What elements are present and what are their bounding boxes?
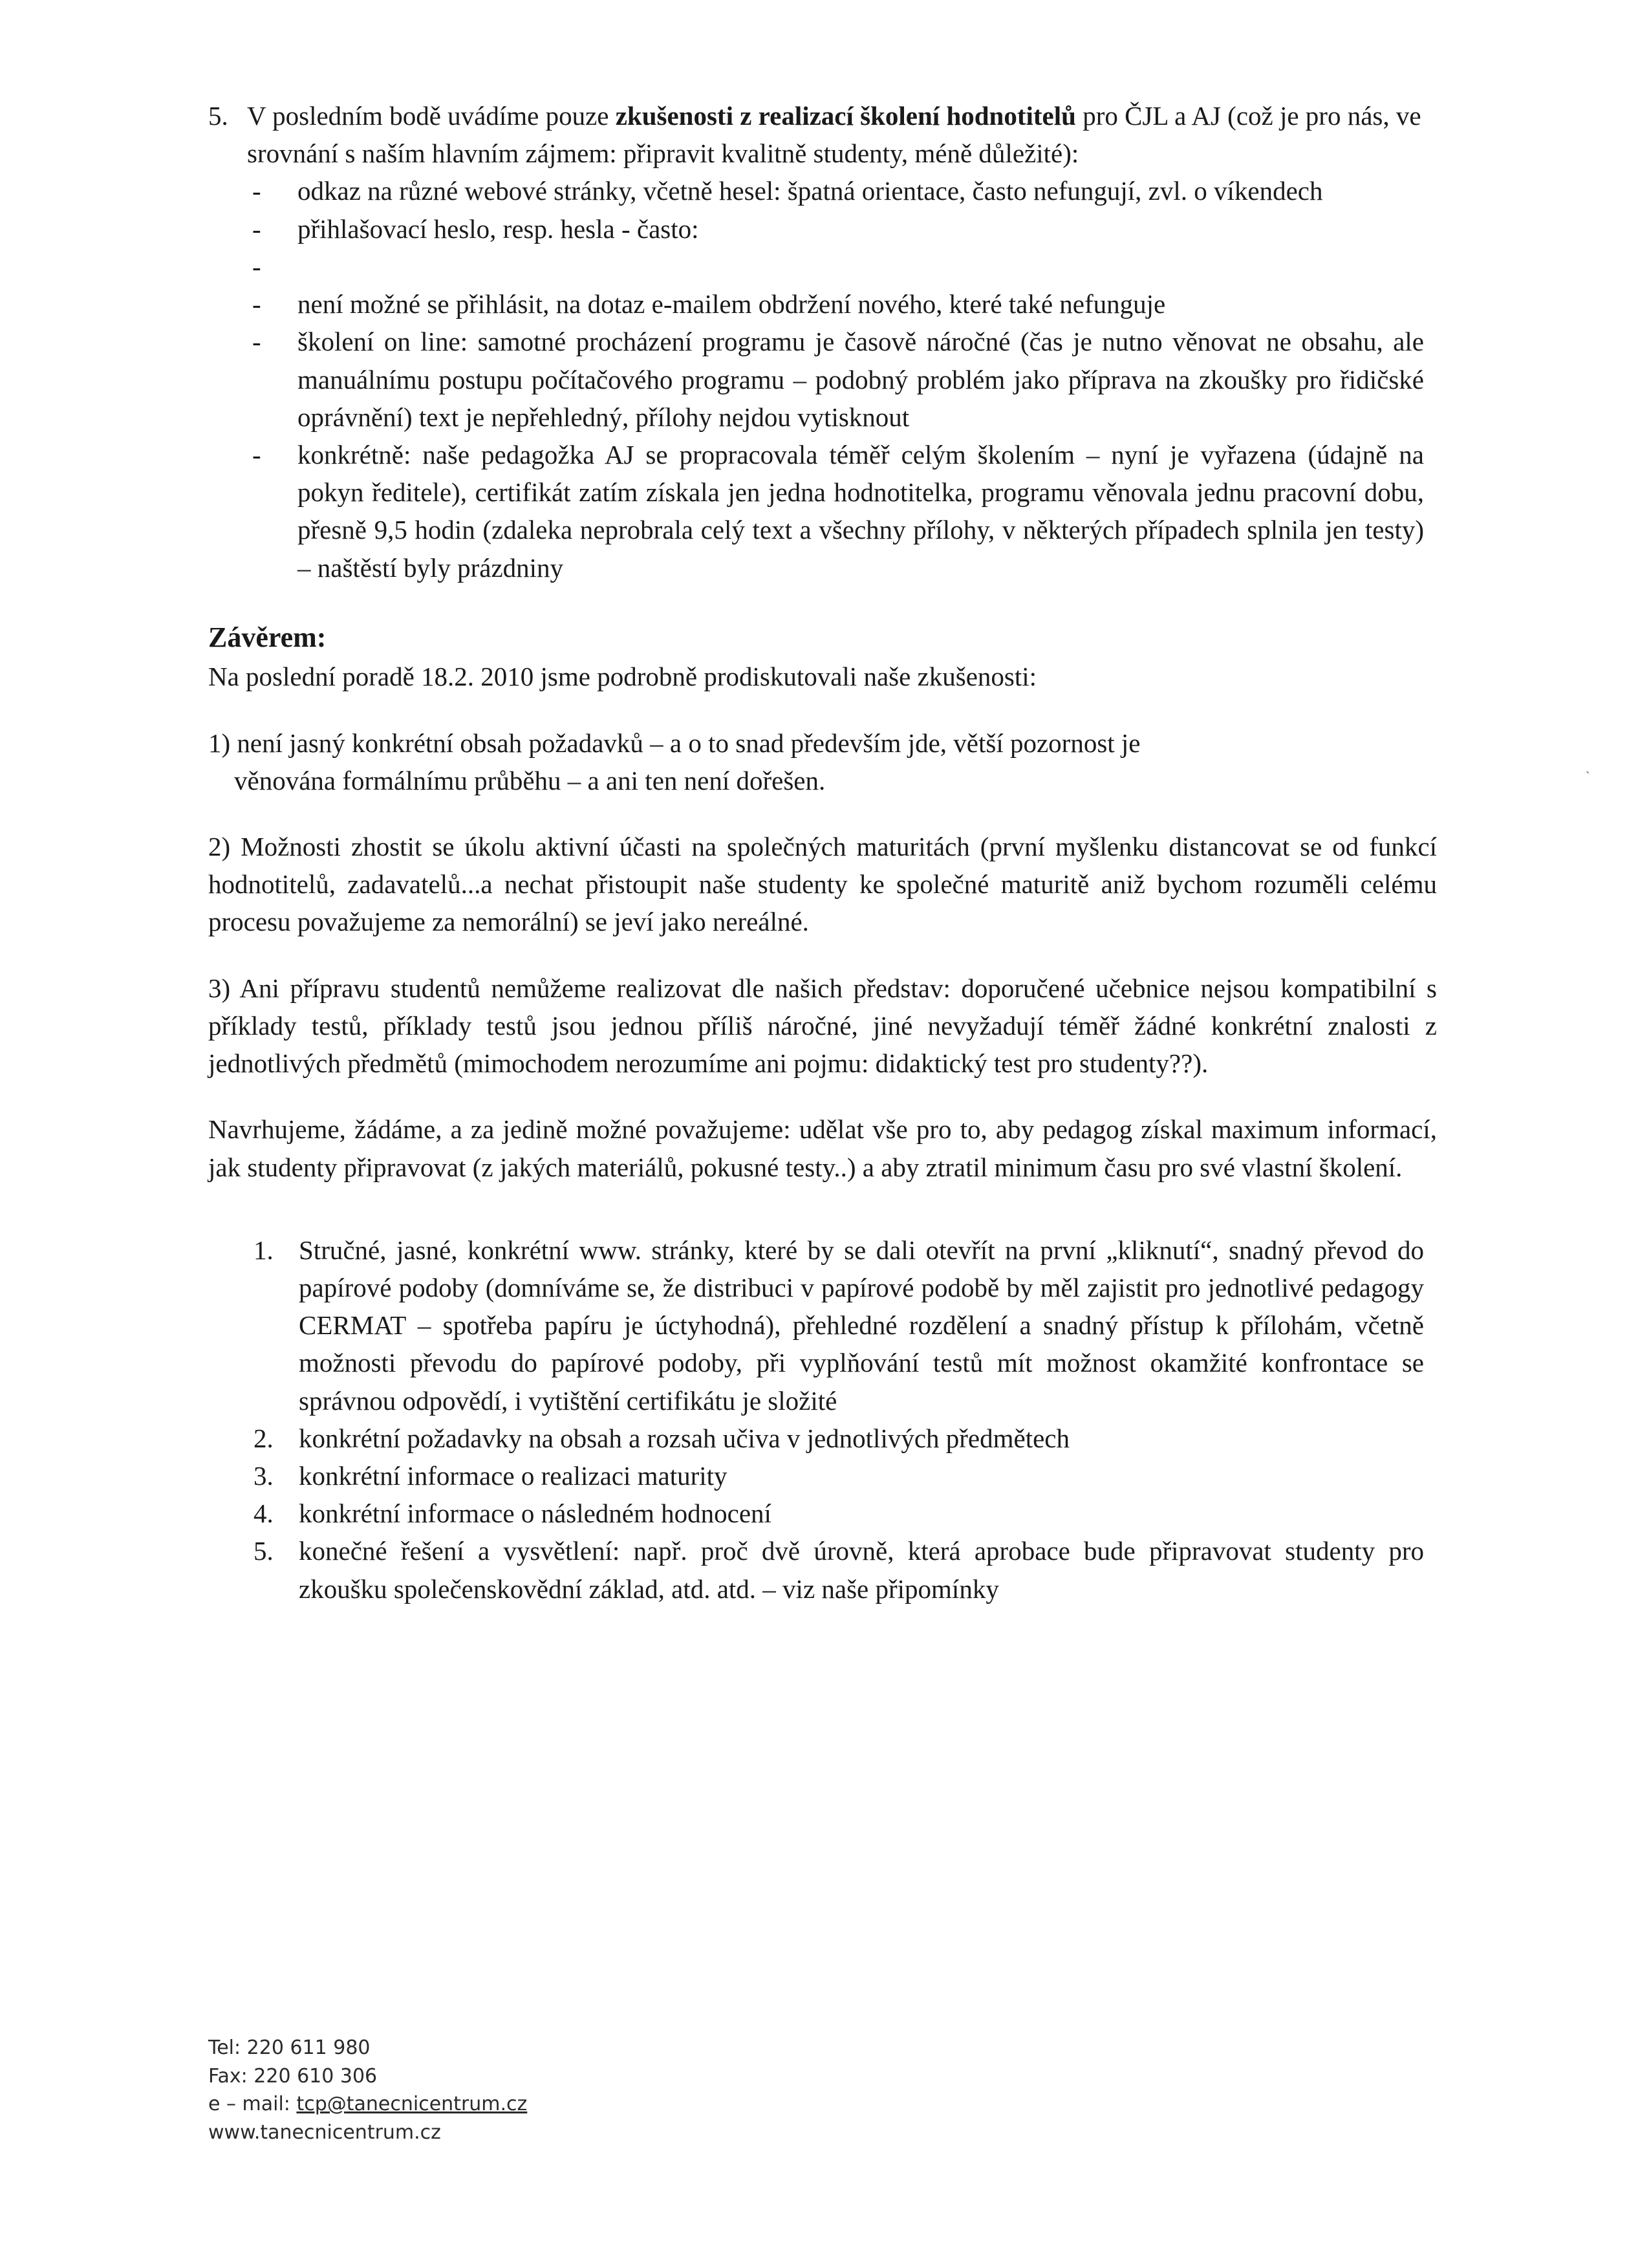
intro-after: pro ČJL a AJ (což je pro nás, ve srovnání s naším hlavním zájmem: připravit kvalitně studenty, méně důležité): (247, 101, 1421, 169)
section-5-list (208, 172, 1437, 586)
recommendation-number: 3. (253, 1461, 274, 1491)
footer-tel: Tel: 220 611 980 (208, 2036, 371, 2059)
recommendation-number: 5. (253, 1536, 274, 1566)
recommendations-list (208, 1231, 1437, 1608)
list-item-text (297, 248, 1437, 285)
footer-email-prefix: e – mail: (208, 2093, 297, 2115)
intro-bold: zkušenosti z realizací školení hodnotitelů (615, 101, 1076, 131)
recommendation-text: konečné řešení a vysvětlení: např. proč dvě úrovně, která aprobace bude připravovat studenty pro zkoušku společenskovědní základ, atd. atd. – viz naše připomínky (299, 1536, 1424, 1604)
footer-fax: Fax: 220 610 306 (208, 2064, 378, 2088)
recommendation-item (208, 1231, 1437, 1420)
proposal-paragraph: Navrhujeme, žádáme, a za jedině možné považujeme: udělat vše pro to, aby pedagog získal maximum informací, jak studenty připravovat (z jakých materiálů, pokusné testy..) a aby ztratil minimum času pro své vlastní školení. (208, 1114, 1437, 1182)
stray-mark: ` (1586, 770, 1590, 784)
list-item-text: není možné se přihlásit, na dotaz e-mailem obdržení nového, které také nefunguje (297, 289, 1166, 319)
list-item: - přihlašovací heslo, resp. hesla - často: (208, 210, 1437, 248)
footer-email-link[interactable]: tcp@tanecnicentrum.cz (296, 2093, 528, 2115)
footer-email-row (208, 2090, 527, 2119)
recommendation-item (208, 1420, 1437, 1457)
recommendation-number: 4. (253, 1498, 274, 1529)
list-item: - (208, 248, 1437, 285)
intro-before: V posledním bodě uvádíme pouze (247, 101, 616, 131)
list-item: - konkrétně: naše pedagožka AJ se propracovala téměř celým školením – nyní je vyřazena (údajně na pokyn ředitele), certifikát zatím získala jen jedna hodnotitelka, programu věnovala jednu pracovní dobu, přesně 9,5 hodin (zdaleka neprobrala celý text a všechny přílohy, v některých případech splnila jen testy) – naštěstí byly prázdniny (208, 436, 1437, 587)
recommendation-text: konkrétní informace o následném hodnocení (299, 1498, 771, 1529)
footer-web[interactable]: www.tanecnicentrum.cz (208, 2121, 441, 2144)
recommendation-item (208, 1532, 1437, 1607)
list-item: - školení on line: samotné procházení programu je časově náročné (čas je nutno věnovat ne obsahu, ale manuálnímu postupu počítačového programu – podobný problém jako příprava na zkoušky pro řidičské oprávnění) text je nepřehledný, přílohy nejdou vytisknout (208, 323, 1437, 436)
point-3: 3) Ani přípravu studentů nemůžeme realizovat dle našich představ: doporučené učebnice nejsou kompatibilní s příklady testů, příklady testů jsou jednou příliš náročné, jiné nevyžadují téměř žádné konkrétní znalosti z jednotlivých předmětů (mimochodem nerozumíme ani pojmu: didaktický test pro studenty??). (208, 973, 1437, 1079)
recommendation-number: 2. (253, 1423, 274, 1453)
recommendation-item (208, 1457, 1437, 1495)
document-page (208, 97, 1437, 1608)
list-item: - odkaz na různé webové stránky, včetně hesel: špatná orientace, často nefungují, zvl. o víkendech (208, 172, 1437, 210)
list-item-text: konkrétně: naše pedagožka AJ se propracovala téměř celým školením – nyní je vyřazena (údajně na pokyn ředitele), certifikát zatím získala jen jedna hodnotitelka, programu věnovala jednu pracovní dobu, přesně 9,5 hodin (zdaleka neprobrala celý text a všechny přílohy, v některých případech splnila jen testy) – naštěstí byly prázdniny (297, 439, 1424, 583)
point-1-line-2: věnována formálnímu průběhu – a ani ten není dořešen. (234, 765, 826, 795)
list-item-text: přihlašovací heslo, resp. hesla - často: (297, 213, 699, 244)
point-1 (208, 724, 1437, 799)
section-5 (208, 97, 1437, 587)
section-5-number: 5. (208, 101, 228, 131)
footer-contact (208, 2034, 527, 2146)
meeting-paragraph: Na poslední poradě 18.2. 2010 jsme podrobně prodiskutovali naše zkušenosti: (208, 662, 1037, 692)
conclusion-heading: Závěrem: (208, 621, 327, 653)
list-item-text: odkaz na různé webové stránky, včetně hesel: špatná orientace, často nefungují, zvl. o víkendech (297, 176, 1323, 206)
list-item-text: školení on line: samotné procházení programu je časově náročné (čas je nutno věnovat ne obsahu, ale manuálnímu postupu počítačového programu – podobný problém jako příprava na zkoušky pro řidičské oprávnění) text je nepřehledný, přílohy nejdou vytisknout (297, 327, 1424, 432)
list-item: - není možné se přihlásit, na dotaz e-mailem obdržení nového, které také nefunguje (208, 285, 1437, 323)
section-5-intro (208, 97, 1437, 172)
recommendation-text: konkrétní požadavky na obsah a rozsah učiva v jednotlivých předmětech (299, 1423, 1070, 1453)
recommendation-number: 1. (253, 1235, 274, 1265)
recommendation-text: konkrétní informace o realizaci maturity (299, 1461, 727, 1491)
point-2: 2) Možnosti zhostit se úkolu aktivní účasti na společných maturitách (první myšlenku distancovat se od funkcí hodnotitelů, zadavatelů...a nechat přistoupit naše studenty ke společné maturitě aniž bychom rozuměli celému procesu považujeme za nemorální) se jeví jako nereálné. (208, 831, 1437, 937)
recommendation-text: Stručné, jasné, konkrétní www. stránky, které by se dali otevřít na první „kliknutí“, snadný převod do papírové podoby (domníváme se, že distribuci v papírové podobě by měl zajistit pro jednotlivé pedagogy CERMAT – spotřeba papíru je úctyhodná), přehledné rozdělení a snadný přístup k přílohám, včetně možnosti převodu do papírové podoby, při vyplňování testů mít možnost okamžité konfrontace se správnou odpovědí, i vytištění certifikátu je složité (299, 1235, 1424, 1416)
section-5-intro-text (247, 97, 1437, 172)
recommendation-item (208, 1495, 1437, 1532)
point-1-line-1: 1) není jasný konkrétní obsah požadavků – a o to snad především jde, větší pozornost je (208, 728, 1141, 758)
